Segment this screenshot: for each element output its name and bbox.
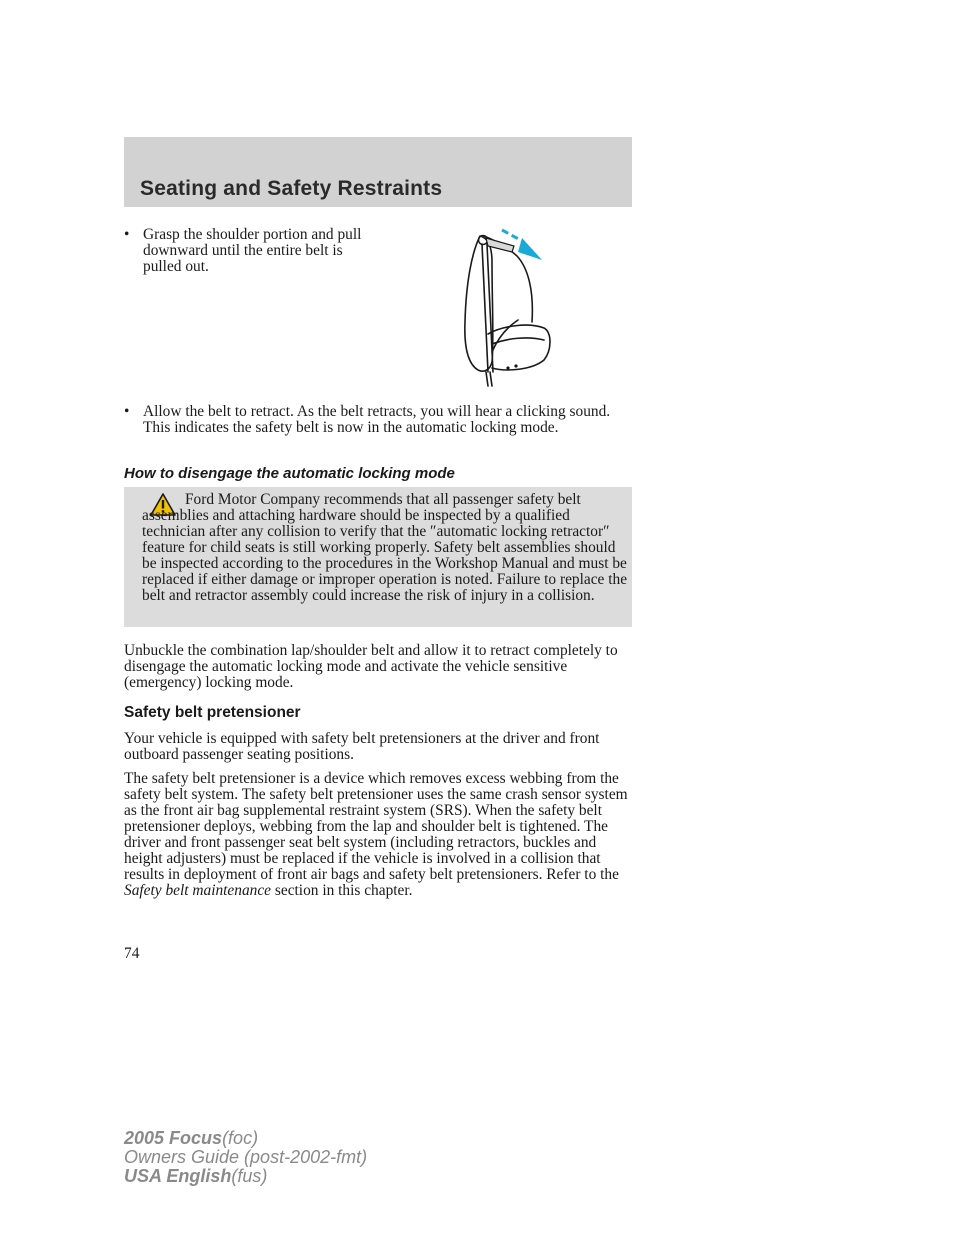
footer-doc-info — [124, 1129, 367, 1186]
seat-cushion-outline — [488, 325, 550, 370]
paragraph-unbuckle: Unbuckle the combination lap/shoulder belt and allow it to retract completely to disengage the automatic locking mode and activate the vehicle sensitive (emergency) locking mode. — [124, 642, 618, 691]
bullet-text: Grasp the shoulder portion and pull downward until the entire belt is pulled out. — [143, 226, 362, 275]
paragraph-main-text: The safety belt pretensioner is a device which removes excess webbing from the safety belt system. The safety belt pretensioner uses the same crash sensor system as the front air bag supplemental restraint system (SRS). When the safety belt pretensioner deploys, webbing from the lap and shoulder belt is tightened. The driver and front passenger seat belt system (including retractors, buckles and height adjusters) must be replaced if the vehicle is involved in a collision that results in deployment of front air bags and safety belt pretensioners. Refer to the — [124, 770, 628, 883]
subheading-disengage: How to disengage the automatic locking mode — [124, 465, 455, 482]
page-header-title: Seating and Safety Restraints — [140, 177, 443, 200]
paragraph-pretensioner-intro: Your vehicle is equipped with safety belt pretensioners at the driver and front outboard passenger seating positions. — [124, 730, 600, 763]
footer-model: 2005 Focus — [124, 1128, 223, 1148]
paragraph-end-text: section in this chapter. — [274, 882, 413, 899]
bullet-item-retract — [124, 404, 632, 436]
header-band — [124, 137, 632, 207]
section-heading-pretensioner: Safety belt pretensioner — [124, 704, 301, 721]
footer-language: USA English — [124, 1166, 232, 1186]
warning-text: Ford Motor Company recommends that all passenger safety belt assemblies and attaching hardware should be inspected by a qualified technician after any collision to verify that the ″automatic locking retractor″ feature for child seats is still working properly. Safety belt assemblies should be inspected according to the procedures in the Workshop Manual and must be replaced if either damage or improper operation is noted. Failure to replace the belt and retractor assembly could increase the risk of injury in a collision. — [142, 491, 628, 604]
footer-language-code: (fus) — [231, 1166, 268, 1186]
safety-belt-maintenance-ref: Safety belt maintenance — [124, 882, 272, 899]
seat-belt-illustration — [462, 222, 552, 387]
bullet-item-grasp — [124, 227, 379, 275]
bullet-dot: • — [124, 403, 130, 420]
page-number: 74 — [124, 945, 140, 962]
footer-model-code: (foc) — [222, 1128, 259, 1148]
warning-box — [124, 487, 632, 627]
bullet-dot: • — [124, 226, 130, 243]
footer-guide: Owners Guide (post-2002-fmt) — [124, 1147, 368, 1167]
paragraph-pretensioner-detail — [124, 771, 632, 899]
bullet-text: Allow the belt to retract. As the belt retracts, you will hear a clicking sound. This indicates the safety belt is now in the automatic locking mode. — [143, 403, 611, 436]
seat-back-outline — [465, 236, 493, 371]
